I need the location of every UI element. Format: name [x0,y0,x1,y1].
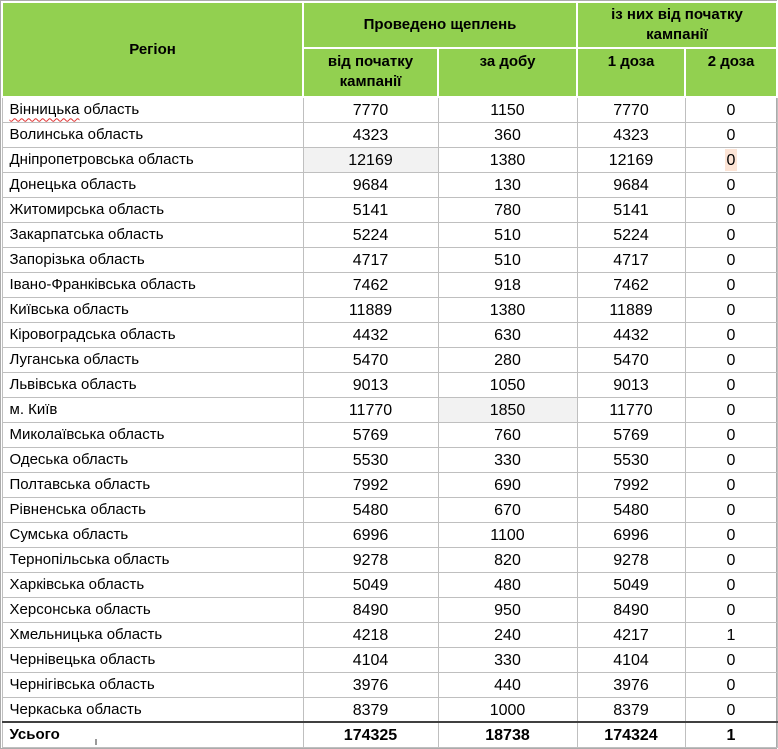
dose1-cell: 3976 [577,672,685,697]
table-row [2,347,777,372]
table-row [2,647,777,672]
dose1-cell: 7770 [577,97,685,122]
table-body [2,97,777,747]
region-name: Київська область [2,297,303,322]
header-group-since-campaign-start: із них від початку кампанії [577,2,777,48]
table-row [2,297,777,322]
region-name: Вінницька область [2,97,303,122]
since-start-cell: 4104 [303,647,438,672]
since-start-cell: 4218 [303,622,438,647]
since-start-cell: 5049 [303,572,438,597]
since-start-cell: 5769 [303,422,438,447]
dose1-cell: 11889 [577,297,685,322]
dose2-cell: 0 [685,247,777,272]
per-day-cell: 630 [438,322,577,347]
dose1-cell: 9684 [577,172,685,197]
dose1-cell: 5769 [577,422,685,447]
since-start-cell: 7770 [303,97,438,122]
region-name: Луганська область [2,347,303,372]
dose1-cell: 8379 [577,697,685,722]
header-sub-dose-2: 2 доза [685,48,777,97]
per-day-cell: 440 [438,672,577,697]
per-day-cell: 1380 [438,147,577,172]
dose1-cell: 7992 [577,472,685,497]
since-start-cell: 6996 [303,522,438,547]
table-row [2,522,777,547]
table-row [2,597,777,622]
table-row [2,372,777,397]
per-day-cell: 820 [438,547,577,572]
dose1-cell: 12169 [577,147,685,172]
dose2-cell: 1 [685,722,777,747]
highlighted-value: 0 [725,149,738,171]
per-day-cell: 1000 [438,697,577,722]
dose1-cell: 11770 [577,397,685,422]
dose2-cell: 0 [685,172,777,197]
since-start-cell: 9684 [303,172,438,197]
dose2-cell: 0 [685,497,777,522]
dose1-cell: 6996 [577,522,685,547]
dose2-cell: 0 [685,522,777,547]
dose2-cell: 0 [685,597,777,622]
dose2-cell: 0 [685,697,777,722]
per-day-cell: 670 [438,497,577,522]
since-start-cell: 7992 [303,472,438,497]
per-day-cell: 360 [438,122,577,147]
per-day-cell: 1150 [438,97,577,122]
since-start-cell: 11770 [303,397,438,422]
region-name: м. Київ [2,397,303,422]
dose2-cell: 0 [685,97,777,122]
region-name: Кіровоградська область [2,322,303,347]
dose2-cell: 0 [685,297,777,322]
table-row [2,497,777,522]
dose2-cell: 0 [685,272,777,297]
table-row [2,272,777,297]
dose1-cell: 8490 [577,597,685,622]
header-sub-per-day: за добу [438,48,577,97]
dose1-cell: 4717 [577,247,685,272]
dose2-cell: 1 [685,622,777,647]
dose2-cell: 0 [685,122,777,147]
dose1-cell: 5224 [577,222,685,247]
dose1-cell: 9278 [577,547,685,572]
per-day-cell: 130 [438,172,577,197]
region-name: Миколаївська область [2,422,303,447]
since-start-cell: 9013 [303,372,438,397]
per-day-cell: 950 [438,597,577,622]
since-start-cell: 5530 [303,447,438,472]
since-start-cell: 4323 [303,122,438,147]
region-name: Полтавська область [2,472,303,497]
dose2-cell [685,147,777,172]
region-name: Запорізька область [2,247,303,272]
per-day-cell: 1850 [438,397,577,422]
table-row [2,147,777,172]
since-start-cell: 5470 [303,347,438,372]
per-day-cell: 1380 [438,297,577,322]
region-name: Закарпатська область [2,222,303,247]
misspelled-word: Вінницька [9,101,80,119]
per-day-cell: 690 [438,472,577,497]
per-day-cell: 1100 [438,522,577,547]
region-name: Хмельницька область [2,622,303,647]
dose1-cell: 174324 [577,722,685,747]
region-name: Черкаська область [2,697,303,722]
per-day-cell: 480 [438,572,577,597]
table-row [2,422,777,447]
since-start-cell: 8379 [303,697,438,722]
per-day-cell: 280 [438,347,577,372]
region-name: Тернопільська область [2,547,303,572]
dose2-cell: 0 [685,347,777,372]
header-sub-since-campaign-start: від початку кампанії [303,48,438,97]
per-day-cell: 918 [438,272,577,297]
region-name: Дніпропетровська область [2,147,303,172]
dose1-cell: 9013 [577,372,685,397]
header-group-vaccinations-performed: Проведено щеплень [303,2,577,48]
since-start-cell: 9278 [303,547,438,572]
table-row [2,672,777,697]
dose1-cell: 5470 [577,347,685,372]
dose2-cell: 0 [685,372,777,397]
since-start-cell: 5480 [303,497,438,522]
region-name: Чернігівська область [2,672,303,697]
region-name: Львівська область [2,372,303,397]
region-name: Чернівецька область [2,647,303,672]
table-row [2,572,777,597]
table-row [2,172,777,197]
since-start-cell: 12169 [303,147,438,172]
since-start-cell: 5141 [303,197,438,222]
since-start-cell: 4717 [303,247,438,272]
table-row [2,197,777,222]
dose2-cell: 0 [685,222,777,247]
per-day-cell: 760 [438,422,577,447]
table-row [2,447,777,472]
table-row [2,622,777,647]
dose2-cell: 0 [685,672,777,697]
region-name: Одеська область [2,447,303,472]
dose1-cell: 5530 [577,447,685,472]
region-name: Рівненська область [2,497,303,522]
dose1-cell: 5049 [577,572,685,597]
region-name: Житомирська область [2,197,303,222]
table-row [2,97,777,122]
dose2-cell: 0 [685,572,777,597]
dose1-cell: 7462 [577,272,685,297]
since-start-cell: 4432 [303,322,438,347]
dose2-cell: 0 [685,422,777,447]
table-row [2,247,777,272]
header-region: Регіон [2,2,303,97]
since-start-cell: 11889 [303,297,438,322]
dose1-cell: 4432 [577,322,685,347]
dose1-cell: 4323 [577,122,685,147]
dose1-cell: 5480 [577,497,685,522]
since-start-cell: 3976 [303,672,438,697]
table-header [2,2,777,97]
dose2-cell: 0 [685,472,777,497]
per-day-cell: 330 [438,647,577,672]
vaccination-table [1,1,778,748]
region-name: Сумська область [2,522,303,547]
dose2-cell: 0 [685,647,777,672]
table-row [2,472,777,497]
region-name: Донецька область [2,172,303,197]
dose2-cell: 0 [685,547,777,572]
dose1-cell: 4104 [577,647,685,672]
dose2-cell: 0 [685,447,777,472]
region-name: Волинська область [2,122,303,147]
per-day-cell: 330 [438,447,577,472]
total-row [2,722,777,747]
dose1-cell: 5141 [577,197,685,222]
table-row [2,122,777,147]
per-day-cell: 240 [438,622,577,647]
dose2-cell: 0 [685,322,777,347]
dose2-cell: 0 [685,397,777,422]
per-day-cell: 1050 [438,372,577,397]
per-day-cell: 780 [438,197,577,222]
per-day-cell: 18738 [438,722,577,747]
total-label: Усього [2,722,303,747]
per-day-cell: 510 [438,222,577,247]
region-name: Харківська область [2,572,303,597]
table-row [2,397,777,422]
since-start-cell: 8490 [303,597,438,622]
since-start-cell: 5224 [303,222,438,247]
region-name: Івано-Франківська область [2,272,303,297]
dose1-cell: 4217 [577,622,685,647]
table-row [2,222,777,247]
region-name: Херсонська область [2,597,303,622]
table-bottom-tick-mark [95,739,97,745]
dose2-cell: 0 [685,197,777,222]
table-row [2,697,777,722]
table-row [2,547,777,572]
per-day-cell: 510 [438,247,577,272]
since-start-cell: 7462 [303,272,438,297]
header-sub-dose-1: 1 доза [577,48,685,97]
table-row [2,322,777,347]
since-start-cell: 174325 [303,722,438,747]
